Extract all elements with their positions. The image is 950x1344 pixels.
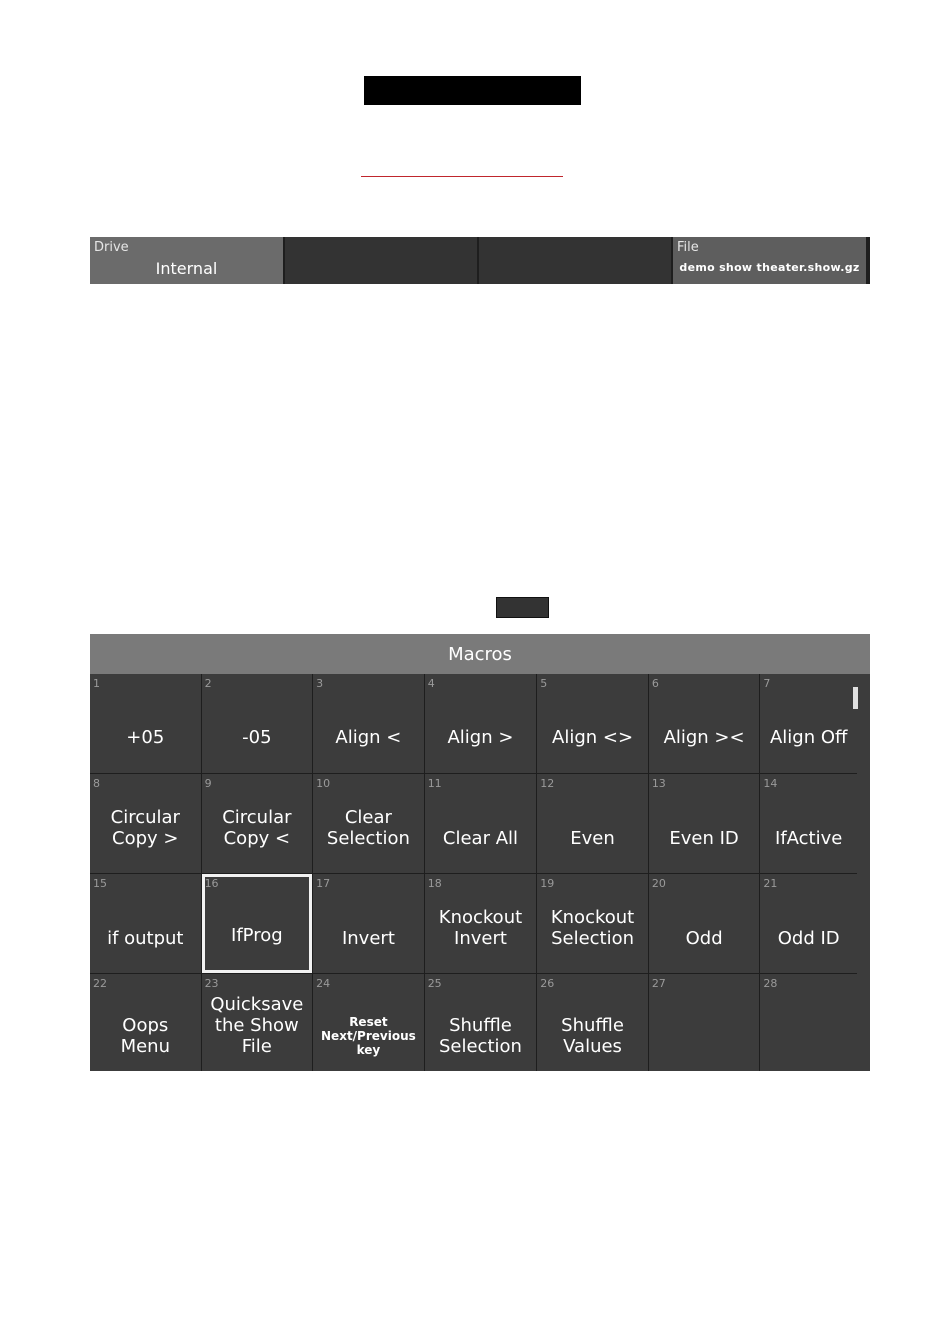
macro-number: 7 [763, 677, 771, 690]
macro-number: 20 [651, 877, 666, 890]
macro-name: +05 [126, 727, 165, 748]
macro-name: IfActive [775, 828, 843, 849]
macro-button[interactable] [90, 774, 201, 873]
macro-name: Invert [341, 928, 395, 949]
macro-name: Reset Next/Previous key [321, 1015, 416, 1057]
macro-number: 8 [93, 777, 100, 790]
macro-button[interactable] [537, 674, 648, 773]
macro-name: Circular Copy > [110, 807, 180, 849]
macro-button[interactable] [425, 674, 537, 773]
macro-name: Clear Selection [326, 807, 410, 849]
macro-name: Knockout Selection [550, 907, 635, 949]
macro-button[interactable] [425, 774, 537, 873]
macro-number: 19 [540, 877, 555, 890]
macro-row [90, 874, 857, 973]
macro-name [649, 1000, 760, 1071]
macro-button-selected[interactable] [202, 874, 313, 973]
macro-name: Even [570, 828, 615, 849]
macro-name: Shuffle Selection [438, 1015, 522, 1057]
small-button[interactable] [496, 597, 549, 618]
macro-number: 16 [204, 877, 219, 890]
macro-number: 26 [540, 977, 555, 990]
macro-button[interactable] [537, 874, 648, 973]
macro-number: 6 [651, 677, 659, 690]
macro-name: Knockout Invert [438, 907, 523, 949]
macro-name: Even ID [669, 828, 739, 849]
macro-button[interactable] [202, 674, 313, 773]
macro-button[interactable] [649, 874, 760, 973]
macro-button[interactable] [313, 974, 424, 1071]
macro-name: -05 [242, 727, 272, 748]
macro-button-empty[interactable] [649, 974, 760, 1071]
macro-name: Align < [335, 727, 402, 748]
macro-number: 3 [316, 677, 324, 690]
macro-number: 10 [316, 777, 331, 790]
macro-button[interactable] [537, 774, 648, 873]
macro-number: 18 [427, 877, 442, 890]
macro-name: Align > [447, 727, 514, 748]
macro-button[interactable] [90, 674, 201, 773]
macro-name: Align <> [552, 727, 634, 748]
macro-button[interactable] [649, 674, 760, 773]
macro-button[interactable] [425, 974, 537, 1071]
macro-number: 27 [651, 977, 666, 990]
file-value: demo show theater.show.gz [679, 261, 860, 274]
macro-number: 23 [204, 977, 219, 990]
macro-name: Odd ID [777, 928, 840, 949]
macro-name: Odd [685, 928, 723, 949]
macro-number: 5 [540, 677, 548, 690]
scrollbar-thumb[interactable] [853, 687, 858, 709]
macro-grid [90, 674, 857, 1071]
macro-number: 28 [763, 977, 778, 990]
macro-number: 1 [93, 677, 100, 690]
macro-number: 14 [763, 777, 778, 790]
macro-button[interactable] [537, 974, 648, 1071]
macro-name: Circular Copy < [222, 807, 292, 849]
macro-name [760, 1000, 857, 1071]
scrollbar-track[interactable] [857, 674, 870, 1071]
macro-name: Quicksave the Show File [210, 994, 304, 1057]
macro-row [90, 774, 857, 873]
macro-row [90, 674, 857, 773]
macro-button[interactable] [760, 774, 857, 873]
macro-number: 12 [540, 777, 555, 790]
macro-name: Oops Menu [120, 1015, 170, 1057]
macro-number: 17 [316, 877, 331, 890]
drive-toolbar [90, 237, 870, 284]
macro-button[interactable] [90, 874, 201, 973]
file-label: File [677, 240, 699, 255]
macro-number: 22 [93, 977, 107, 990]
macro-name: Clear All [442, 828, 519, 849]
macros-window [90, 634, 870, 1071]
drive-label: Drive [94, 240, 129, 255]
macro-number: 21 [763, 877, 778, 890]
macro-name: Shuffle Values [561, 1015, 624, 1057]
macro-number: 2 [204, 677, 212, 690]
macro-number: 25 [427, 977, 442, 990]
macro-button[interactable] [313, 874, 424, 973]
drive-value: Internal [155, 259, 218, 278]
macro-number: 9 [204, 777, 212, 790]
red-underline [361, 176, 563, 177]
macro-number: 15 [93, 877, 107, 890]
macro-button[interactable] [425, 874, 537, 973]
file-select[interactable] [673, 237, 866, 284]
redacted-title-bar [364, 76, 581, 105]
macro-number: 4 [427, 677, 435, 690]
toolbar-empty-slot-1 [285, 237, 479, 284]
macro-button[interactable] [760, 874, 857, 973]
macro-button[interactable] [313, 774, 424, 873]
macro-button[interactable] [313, 674, 424, 773]
macro-button[interactable] [202, 974, 313, 1071]
macro-button[interactable] [649, 774, 760, 873]
macro-name: if output [107, 928, 184, 949]
toolbar-empty-slot-2 [479, 237, 673, 284]
macro-button[interactable] [90, 974, 201, 1071]
macro-button[interactable] [202, 774, 313, 873]
drive-select[interactable] [90, 237, 285, 284]
macro-number: 24 [316, 977, 331, 990]
macro-name: Align Off [769, 727, 848, 748]
macro-number: 13 [651, 777, 666, 790]
macro-row [90, 974, 857, 1071]
macros-title: Macros [90, 634, 870, 674]
macro-button-empty[interactable] [760, 974, 857, 1071]
macro-name: IfProg [231, 925, 283, 946]
macro-button[interactable] [760, 674, 857, 773]
macro-name: Align >< [663, 727, 745, 748]
macro-number: 11 [427, 777, 442, 790]
